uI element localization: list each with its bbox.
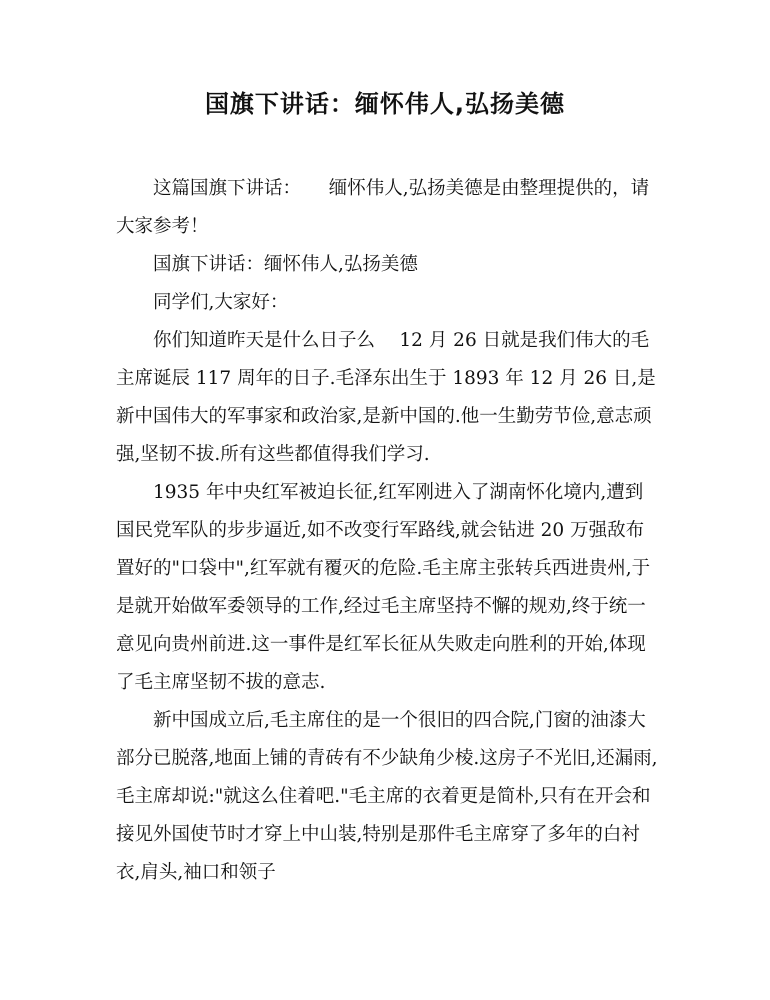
document-body [116,170,658,892]
paragraph-birthday: 你们知道昨天是什么日子么 12 月 26 日就是我们伟大的毛主席诞辰 117 周年的日子.毛泽东出生于 1893 年 12 月 26 日,是新中国伟大的军事家和政治家,是新中国的.他一生勤劳节俭,意志顽强,坚韧不拔.所有这些都值得我们学习. [116,330,656,465]
paragraph-greeting: 同学们,大家好： [153,292,289,313]
paragraph-subtitle: 国旗下讲话：缅怀伟人,弘扬美德 [153,254,418,275]
paragraph-intro: 这篇国旗下讲话： 缅怀伟人,弘扬美德是由整理提供的，请大家参考！ [116,178,650,237]
document-title: 国旗下讲话：缅怀伟人,弘扬美德 [204,90,566,118]
paragraph-simple-life: 新中国成立后,毛主席住的是一个很旧的四合院,门窗的油漆大部分已脱落,地面上铺的青砖有不少缺角少棱.这房子不光旧,还漏雨,毛主席却说:"就这么住着吧."毛主席的衣着更是简朴,只有在开会和接见外国使节时才穿上中山装,特别是那件毛主席穿了多年的白衬衣,肩头,袖口和领子 [116,710,658,883]
paragraph-long-march: 1935 年中央红军被迫长征,红军刚进入了湖南怀化境内,遭到国民党军队的步步逼近,如不改变行军路线,就会钻进 20 万强敌布置好的"口袋中",红军就有覆灭的危险.毛主席主张转兵西进贵州,于是就开始做军委领导的工作,经过毛主席坚持不懈的规劝,终于统一意见向贵州前进.这一事件是红军长征从失败走向胜利的开始,体现了毛主席坚韧不拔的意志. [116,482,651,693]
